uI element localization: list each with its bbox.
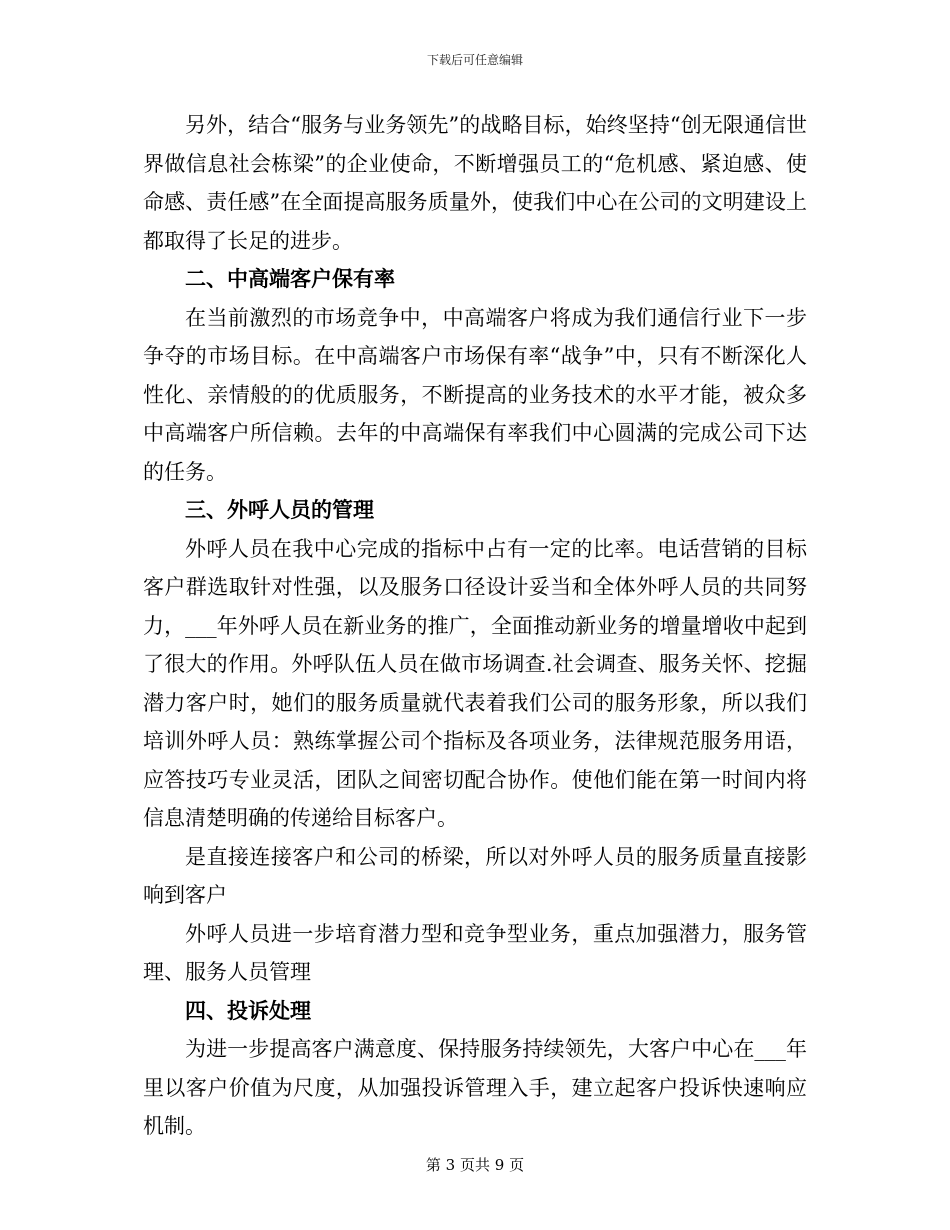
section-heading-high-end-retention: 二、中高端客户保有率 (185, 267, 395, 291)
document-body (143, 106, 807, 1146)
paragraph-high-end-retention: 在当前激烈的市场竞争中，中高端客户将成为我们通信行业下一步争夺的市场目标。在中高端客户市场保有率“战争”中，只有不断深化人性化、亲情般的的优质服务，不断提高的业务技术的水平才能，被众多中高端客户所信赖。去年的中高端保有率我们中心圆满的完成公司下达的任务。 (143, 305, 807, 484)
paragraph-outbound-development: 外呼人员进一步培育潜力型和竞争型业务，重点加强潜力，服务管理、服务人员管理 (143, 921, 807, 984)
paragraph-outbound-staff: 外呼人员在我中心完成的指标中占有一定的比率。电话营销的目标客户群选取针对性强，以及服务口径设计妥当和全体外呼人员的共同努力，___年外呼人员在新业务的推广，全面推动新业务的增量增收中起到了很大的作用。外呼队伍人员在做市场调查.社会调查、服务关怀、挖掘潜力客户时，她们的服务质量就代表着我们公司的服务形象，所以我们培训外呼人员：熟练掌握公司个指标及各项业务，法律规范服务用语，应答技巧专业灵活，团队之间密切配合协作。使他们能在第一时间内将信息清楚明确的传递给目标客户。 (143, 536, 807, 830)
page-number: 第 3 页共 9 页 (425, 1156, 525, 1174)
paragraph-outbound-bridge: 是直接连接客户和公司的桥梁，所以对外呼人员的服务质量直接影响到客户 (143, 844, 807, 907)
paragraph-complaints: 为进一步提高客户满意度、保持服务持续领先，大客户中心在___年里以客户价值为尺度，从加强投诉管理入手，建立起客户投诉快速响应机制。 (143, 1037, 807, 1138)
paragraph-strategy: 另外，结合“服务与业务领先”的战略目标，始终坚持“创无限通信世界做信息社会栋梁”的企业使命，不断增强员工的“危机感、紧迫感、使命感、责任感”在全面提高服务质量外，使我们中心在公司的文明建设上都取得了长足的进步。 (143, 113, 807, 253)
page-header: 下载后可任意编辑 (426, 53, 523, 67)
section-heading-complaints: 四、投诉处理 (185, 998, 311, 1023)
section-heading-outbound-staff: 三、外呼人员的管理 (185, 498, 374, 522)
